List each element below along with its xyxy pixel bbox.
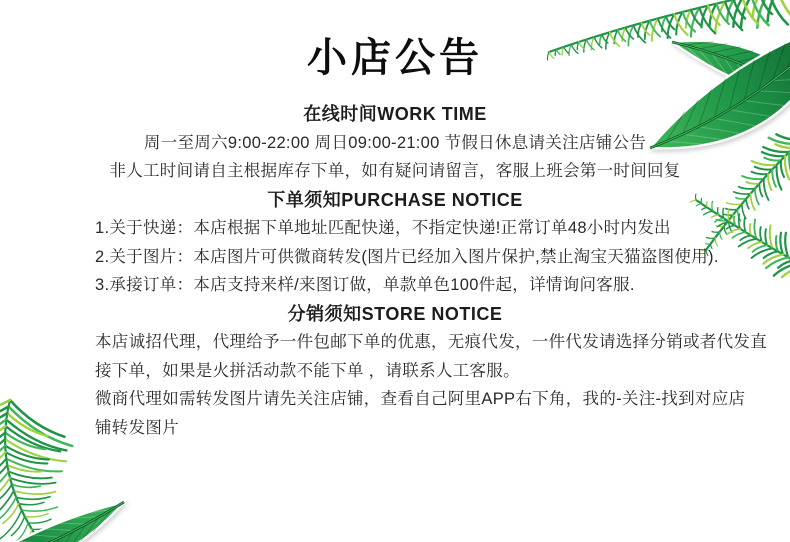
store-notice-line-4: 铺转发图片 — [95, 418, 179, 437]
work-time-line-2: 非人工时间请自主根据库存下单，如有疑问请留言，客服上班会第一时间回复 — [109, 162, 681, 180]
section-heading-work-time: 在线时间WORK TIME — [303, 104, 487, 124]
section-heading-store-notice: 分销须知STORE NOTICE — [287, 303, 503, 324]
section-heading-purchase-notice: 下单须知PURCHASE NOTICE — [267, 189, 523, 210]
store-notice-line-3: 微商代理如需转发图片请先关注店铺，查看自己阿里APP右下角，我的-关注-找到对应店 — [95, 390, 746, 408]
banana-leaf-bottom-left-icon — [0, 502, 124, 542]
purchase-notice-item-2: 2.关于图片：本店图片可供微商转发(图片已经加入图片保护,禁止淘宝天猫盗图使用). — [95, 247, 719, 266]
work-time-line-1: 周一至周六9:00-22:00 周日09:00-21:00 节假日休息请关注店铺公告 — [143, 133, 647, 152]
purchase-notice-item-1: 1.关于快递：本店根据下单地址匹配快递，不指定快递!正常订单48小时内发出 — [95, 219, 671, 237]
store-notice-line-1: 本店诚招代理，代理给予一件包邮下单的优惠，无痕代发，一件代发请选择分销或者代发直 — [95, 333, 767, 351]
announcement-content — [95, 0, 767, 442]
purchase-notice-item-3: 3.承接订单：本店支持来样/来图订做，单款单色100件起，详情询问客服. — [95, 276, 635, 294]
store-notice-line-2: 接下单，如果是火拼活动款不能下单 ，请联系人工客服。 — [95, 361, 520, 380]
palm-frond-bottom-left-icon — [0, 400, 72, 542]
page-title: 小店公告 — [307, 36, 483, 80]
